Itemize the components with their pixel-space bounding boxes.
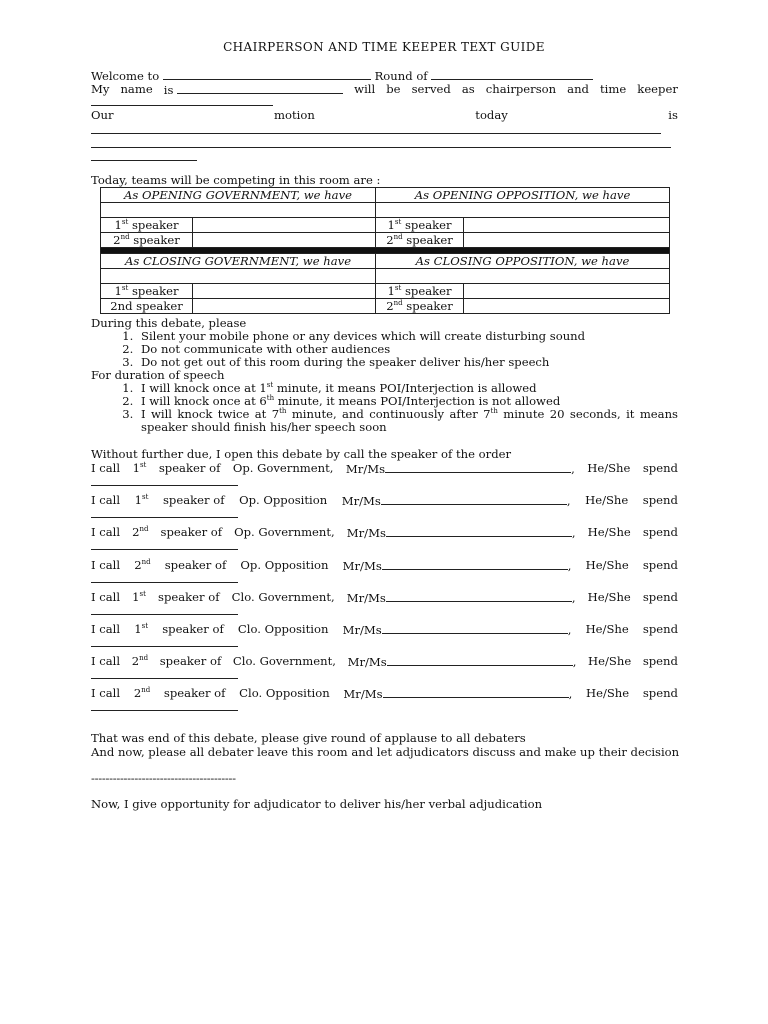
during-item-3: 3. Do not get out of this room during the speaker deliver his/her speech <box>137 356 678 369</box>
call-speaker-number: 2nd <box>131 654 149 669</box>
is-with-blank <box>164 82 343 97</box>
opening-first-speaker-row <box>101 218 670 233</box>
call-speaker-name-blank[interactable] <box>381 493 567 505</box>
call-i-call: I call <box>91 461 121 475</box>
call-speaker-name-blank[interactable] <box>386 525 572 537</box>
call-team: Op. Government, <box>234 525 335 540</box>
call-he-she: He/She <box>587 461 631 475</box>
welcome-line <box>91 68 593 83</box>
call-time-blank[interactable] <box>91 710 238 711</box>
welcome-label: Welcome to <box>91 69 160 83</box>
time-word: time <box>600 82 627 96</box>
call-mrms-group <box>343 622 572 637</box>
call-speaker-name-blank[interactable] <box>387 654 573 666</box>
call-time-blank[interactable] <box>91 582 238 583</box>
call-comma: , <box>571 526 576 541</box>
call-spend: spend <box>642 686 678 701</box>
closing-first-speaker-row <box>101 284 670 299</box>
teams-intro: Today, teams will be competing in this room are : <box>91 173 381 187</box>
call-row <box>91 493 678 508</box>
during-section <box>91 317 678 434</box>
call-mrms: Mr/Ms <box>342 558 382 573</box>
duration-item-2: 2. I will knock once at 6th minute, it means POI/Interjection is not allowed <box>137 395 678 408</box>
call-mrms: Mr/Ms <box>341 494 381 509</box>
cg-first-speaker-cell[interactable] <box>193 284 376 299</box>
call-team: Clo. Government, <box>231 589 335 604</box>
co-team-name-cell[interactable] <box>376 269 670 284</box>
oo-second-speaker-cell[interactable] <box>464 233 670 248</box>
duration-item-1: 1. I will knock once at 1st minute, it means POI/Interjection is allowed <box>137 382 678 395</box>
call-i-call: I call <box>91 525 121 540</box>
my-word: My <box>91 82 110 96</box>
during-heading: During this debate, please <box>91 316 247 330</box>
closing-line-2: And now, please all debater leave this room and let adjudicators discuss and make up their decision <box>91 745 680 759</box>
call-team: Op. Opposition <box>240 557 329 572</box>
call-mrms-group <box>346 461 575 476</box>
served-word: served <box>411 82 451 96</box>
og-second-speaker-label: 2nd speaker <box>101 233 193 248</box>
call-speaker-name-blank[interactable] <box>382 558 568 570</box>
call-row <box>91 686 678 701</box>
call-speaker-number: 1st <box>134 493 149 508</box>
call-speaker-number: 1st <box>134 622 149 636</box>
call-he-she: He/She <box>585 622 629 636</box>
call-he-she: He/She <box>588 654 632 669</box>
call-mrms: Mr/Ms <box>345 462 386 476</box>
be-word: be <box>386 82 401 96</box>
co-first-speaker-cell[interactable] <box>464 284 670 299</box>
call-comma: , <box>567 623 572 637</box>
call-mrms: Mr/Ms <box>342 623 382 637</box>
duration-heading: For duration of speech <box>91 368 225 382</box>
call-he-she: He/She <box>587 589 631 604</box>
call-team: Clo. Government, <box>232 654 336 669</box>
closing-header-row <box>101 254 670 269</box>
call-speaker-of: speaker of <box>164 557 227 572</box>
call-team: Clo. Opposition <box>239 686 330 701</box>
during-item-1: 1. Silent your mobile phone or any devices which will create disturbing sound <box>137 330 678 343</box>
as-word: as <box>461 82 475 96</box>
call-comma: , <box>572 655 577 670</box>
call-time-blank[interactable] <box>91 517 238 518</box>
call-mrms-group <box>342 493 571 508</box>
oo-second-speaker-label: 2nd speaker <box>376 233 464 248</box>
call-speaker-number: 1st <box>132 589 146 604</box>
cg-second-speaker-cell[interactable] <box>193 299 376 314</box>
call-speaker-name-blank[interactable] <box>385 461 571 473</box>
during-list <box>91 330 678 369</box>
call-i-call: I call <box>91 686 121 701</box>
and-word: and <box>567 82 589 96</box>
call-mrms: Mr/Ms <box>347 655 387 670</box>
call-row <box>91 525 678 540</box>
og-team-name-cell[interactable] <box>101 203 376 218</box>
call-speaker-of: speaker of <box>163 686 226 701</box>
call-row <box>91 558 678 573</box>
closing-government-header: As CLOSING GOVERNMENT, we have <box>101 254 376 269</box>
closing-team-name-row <box>101 269 670 284</box>
is-word: is <box>163 83 174 97</box>
opening-header-row <box>101 188 670 203</box>
call-spend: spend <box>642 557 678 572</box>
motion-blank-1[interactable] <box>91 133 661 134</box>
closing-line-1: That was end of this debate, please give round of applause to all debaters <box>91 731 526 745</box>
motion-blank-3[interactable] <box>91 160 197 161</box>
call-team: Op. Opposition <box>239 493 328 508</box>
chairperson-name-blank[interactable] <box>177 82 343 94</box>
call-speaker-of: speaker of <box>162 493 225 508</box>
cg-second-speaker-label: 2nd speaker <box>101 299 193 314</box>
call-comma: , <box>566 494 571 509</box>
call-mrms: Mr/Ms <box>346 526 386 541</box>
co-second-speaker-label: 2nd speaker <box>376 299 464 314</box>
opening-government-header: As OPENING GOVERNMENT, we have <box>101 188 376 203</box>
call-i-call: I call <box>91 493 121 508</box>
call-team: Op. Government, <box>232 461 334 475</box>
call-speaker-of: speaker of <box>158 589 220 604</box>
chairperson-word: chairperson <box>485 82 557 96</box>
closing-opposition-header: As CLOSING OPPOSITION, we have <box>376 254 670 269</box>
duration-item-3: 3. I will knock twice at 7th minute, and continuously after 7th minute 20 seconds, it means speaker should finish his/her speech soon <box>137 408 678 434</box>
closing-second-speaker-row <box>101 299 670 314</box>
name-word: name <box>120 82 153 96</box>
call-time-blank[interactable] <box>91 678 238 679</box>
call-spend: spend <box>642 461 678 475</box>
call-i-call: I call <box>91 589 121 604</box>
og-second-speaker-cell[interactable] <box>193 233 376 248</box>
call-row <box>91 622 678 637</box>
call-mrms: Mr/Ms <box>343 687 383 702</box>
our-word: Our <box>91 108 114 122</box>
oo-first-speaker-cell[interactable] <box>464 218 670 233</box>
name-continuation-blank[interactable] <box>91 105 273 106</box>
opening-team-name-row <box>101 203 670 218</box>
motion-blank-2[interactable] <box>91 147 671 148</box>
keeper-word: keeper <box>637 82 678 96</box>
call-speaker-number: 1st <box>132 461 147 475</box>
call-spend: spend <box>642 622 678 636</box>
call-he-she: He/She <box>585 686 630 701</box>
call-i-call: I call <box>91 557 121 572</box>
call-speaker-name-blank[interactable] <box>386 590 572 602</box>
motion-line <box>91 108 678 122</box>
call-spend: spend <box>642 589 678 604</box>
call-speaker-of: speaker of <box>162 622 224 636</box>
motion-word: motion <box>274 108 315 122</box>
cg-first-speaker-label: 1st speaker <box>101 284 193 299</box>
call-time-blank[interactable] <box>91 614 238 615</box>
call-speaker-number: 2nd <box>133 686 151 701</box>
separator-dashes: ---------------------------------------- <box>91 771 236 785</box>
during-item-2: 2. Do not communicate with other audiences <box>137 343 678 356</box>
call-speaker-of: speaker of <box>158 461 221 475</box>
call-i-call: I call <box>91 654 121 669</box>
call-row <box>91 461 678 476</box>
duration-list <box>91 382 678 434</box>
oo-team-name-cell[interactable] <box>376 203 670 218</box>
opening-second-speaker-row <box>101 233 670 248</box>
call-comma: , <box>567 558 572 573</box>
call-speaker-number: 2nd <box>132 525 149 540</box>
my-name-line <box>91 82 678 97</box>
og-first-speaker-label: 1st speaker <box>101 218 193 233</box>
call-speaker-of: speaker of <box>159 654 222 669</box>
call-speaker-number: 2nd <box>134 557 151 572</box>
call-mrms-group <box>347 525 576 540</box>
call-time-blank[interactable] <box>91 485 238 486</box>
co-first-speaker-label: 1st speaker <box>376 284 464 299</box>
closing-line-3: Now, I give opportunity for adjudicator to deliver his/her verbal adjudication <box>91 797 543 811</box>
call-comma: , <box>568 687 573 702</box>
call-mrms-group <box>343 558 572 573</box>
co-second-speaker-cell[interactable] <box>464 299 670 314</box>
call-comma: , <box>571 590 576 605</box>
today-word: today <box>475 108 508 122</box>
round-blank[interactable] <box>431 68 593 80</box>
call-spend: spend <box>642 493 678 508</box>
oo-first-speaker-label: 1st speaker <box>376 218 464 233</box>
round-label: Round of <box>374 69 428 83</box>
call-mrms-group <box>343 686 572 701</box>
cg-team-name-cell[interactable] <box>101 269 376 284</box>
call-he-she: He/She <box>585 557 629 572</box>
call-spend: spend <box>642 654 678 669</box>
call-mrms-group <box>348 654 577 669</box>
call-time-blank[interactable] <box>91 646 238 647</box>
call-speaker-of: speaker of <box>160 525 223 540</box>
venue-blank[interactable] <box>163 68 371 80</box>
call-he-she: He/She <box>585 493 629 508</box>
is-word-2: is <box>668 108 678 122</box>
call-i-call: I call <box>91 622 121 636</box>
call-comma: , <box>571 462 575 476</box>
og-first-speaker-cell[interactable] <box>193 218 376 233</box>
call-row <box>91 654 678 669</box>
teams-table <box>100 187 670 314</box>
call-speaker-name-blank[interactable] <box>383 686 569 698</box>
call-spend: spend <box>642 525 678 540</box>
call-mrms: Mr/Ms <box>346 590 386 605</box>
page-title: CHAIRPERSON AND TIME KEEPER TEXT GUIDE <box>223 40 545 54</box>
call-speaker-name-blank[interactable] <box>382 622 568 634</box>
call-time-blank[interactable] <box>91 549 238 550</box>
calls-intro: Without further due, I open this debate by call the speaker of the order <box>91 447 512 461</box>
call-team: Clo. Opposition <box>237 622 329 636</box>
call-row <box>91 590 678 605</box>
will-word: will <box>354 82 376 96</box>
opening-opposition-header: As OPENING OPPOSITION, we have <box>376 188 670 203</box>
call-he-she: He/She <box>587 525 631 540</box>
call-mrms-group <box>347 590 576 605</box>
